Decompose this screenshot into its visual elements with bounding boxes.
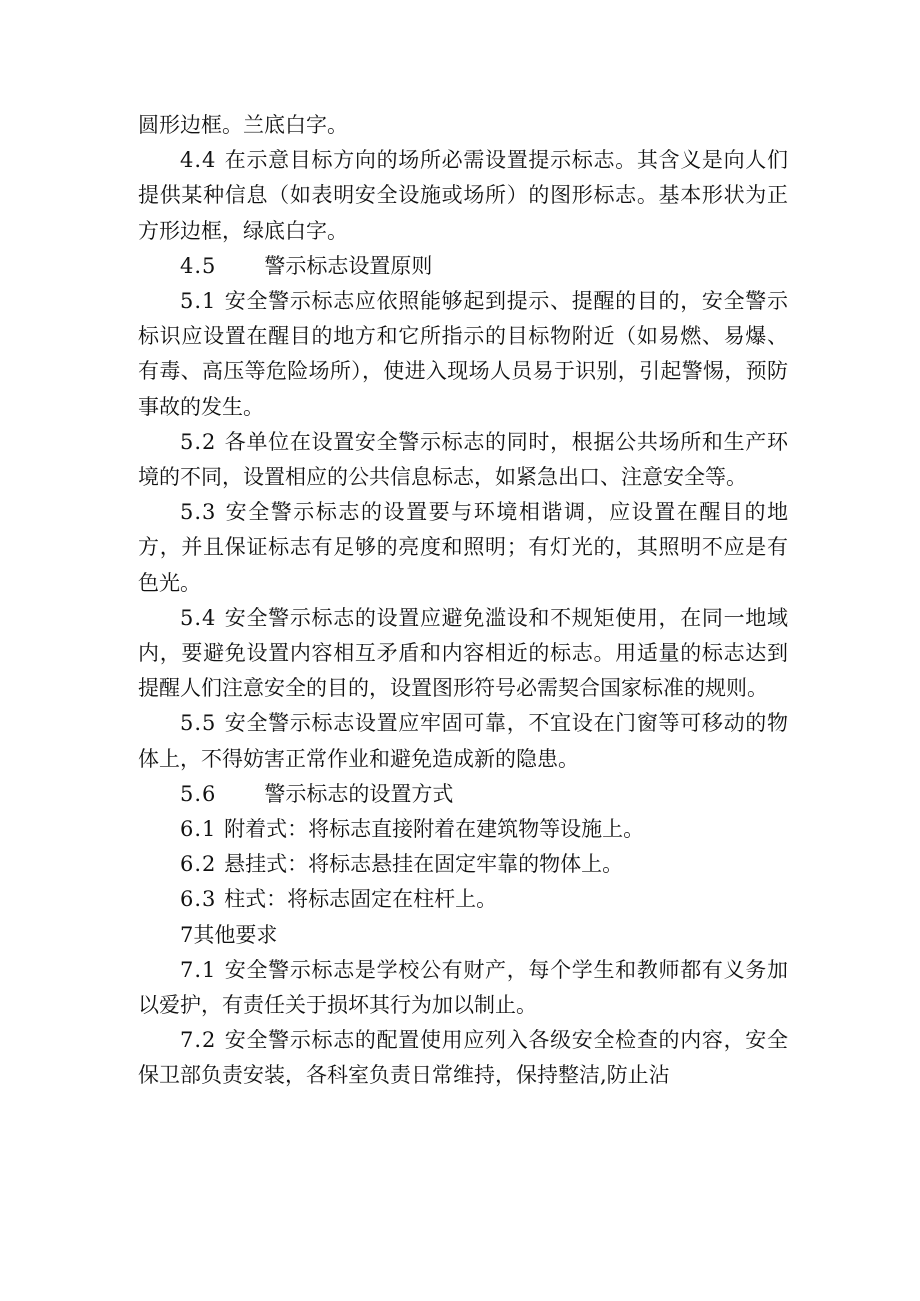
heading-5-6 [138, 777, 788, 812]
paragraph-5-2 [138, 425, 788, 495]
paragraph-text: 柱式：将标志固定在柱杆上。 [224, 887, 498, 912]
section-number: 6.2 [180, 852, 225, 877]
section-number: 5.4 [180, 605, 225, 630]
section-number: 7.2 [180, 1028, 225, 1053]
paragraph-text: 附着式：将标志直接附着在建筑物等设施上。 [224, 817, 645, 842]
paragraph-text: 安全警示标志的设置应避免滥设和不规矩使用，在同一地域内，要避免设置内容相互矛盾和内容相近的标志。用适量的标志达到提醒人们注意安全的目的，设置图形符号必需契合国家标准的规则。 [138, 605, 788, 701]
paragraph-4-4 [138, 143, 788, 249]
paragraph-continuation [138, 108, 788, 143]
paragraph-5-1 [138, 284, 788, 425]
paragraph-6-2 [138, 847, 788, 882]
paragraph-text: 悬挂式：将标志悬挂在固定牢靠的物体上。 [224, 852, 624, 877]
heading-text: 警示标志设置原则 [264, 253, 433, 278]
paragraph-text: 各单位在设置安全警示标志的同时，根据公共场所和生产环境的不同，设置相应的公共信息标志，如紧急出口、注意安全等。 [138, 429, 788, 490]
section-number: 6.3 [180, 887, 225, 912]
paragraph-7-2 [138, 1023, 788, 1093]
document-page [138, 108, 788, 1094]
paragraph-6-1 [138, 812, 788, 847]
section-number: 5.6 [180, 781, 217, 806]
paragraph-text: 圆形边框。兰底白字。 [138, 113, 348, 137]
paragraph-5-3 [138, 495, 788, 601]
paragraph-5-5 [138, 706, 788, 776]
paragraph-6-3 [138, 882, 788, 917]
paragraph-5-4 [138, 601, 788, 707]
section-number: 5.5 [180, 711, 225, 736]
section-number: 7.1 [180, 957, 225, 982]
section-number: 4.4 [180, 148, 225, 173]
paragraph-7-1 [138, 953, 788, 1023]
heading-7 [138, 918, 788, 953]
section-number: 5.1 [180, 289, 225, 314]
paragraph-text: 在示意目标方向的场所必需设置提示标志。其含义是向人们提供某种信息（如表明安全设施或场所）的图形标志。基本形状为正方形边框，绿底白字。 [138, 148, 788, 243]
section-number: 5.2 [180, 429, 225, 454]
paragraph-text: 安全警示标志的设置要与环境相谐调，应设置在醒目的地方，并且保证标志有足够的亮度和照明；有灯光的，其照明不应是有色光。 [138, 500, 789, 595]
section-number: 5.3 [180, 500, 226, 525]
section-number: 4.5 [180, 253, 217, 278]
section-number: 6.1 [180, 817, 225, 842]
paragraph-text: 安全警示标志是学校公有财产，每个学生和教师都有义务加以爱护，有责任关于损坏其行为加以制止。 [138, 957, 788, 1018]
paragraph-text: 安全警示标志的配置使用应列入各级安全检查的内容，安全保卫部负责安装，各科室负责日常维持，保持整洁,防止沾 [138, 1028, 788, 1088]
heading-text: 警示标志的设置方式 [264, 781, 454, 806]
heading-text: 7其他要求 [180, 922, 278, 947]
paragraph-text: 安全警示标志设置应牢固可靠，不宜设在门窗等可移动的物体上，不得妨害正常作业和避免造成新的隐患。 [138, 711, 788, 771]
heading-4-5 [138, 249, 788, 284]
paragraph-text: 安全警示标志应依照能够起到提示、提醒的目的，安全警示标识应设置在醒目的地方和它所指示的目标物附近（如易燃、易爆、有毒、高压等危险场所），使进入现场人员易于识别，引起警惕，预防事故的发生。 [138, 289, 788, 419]
